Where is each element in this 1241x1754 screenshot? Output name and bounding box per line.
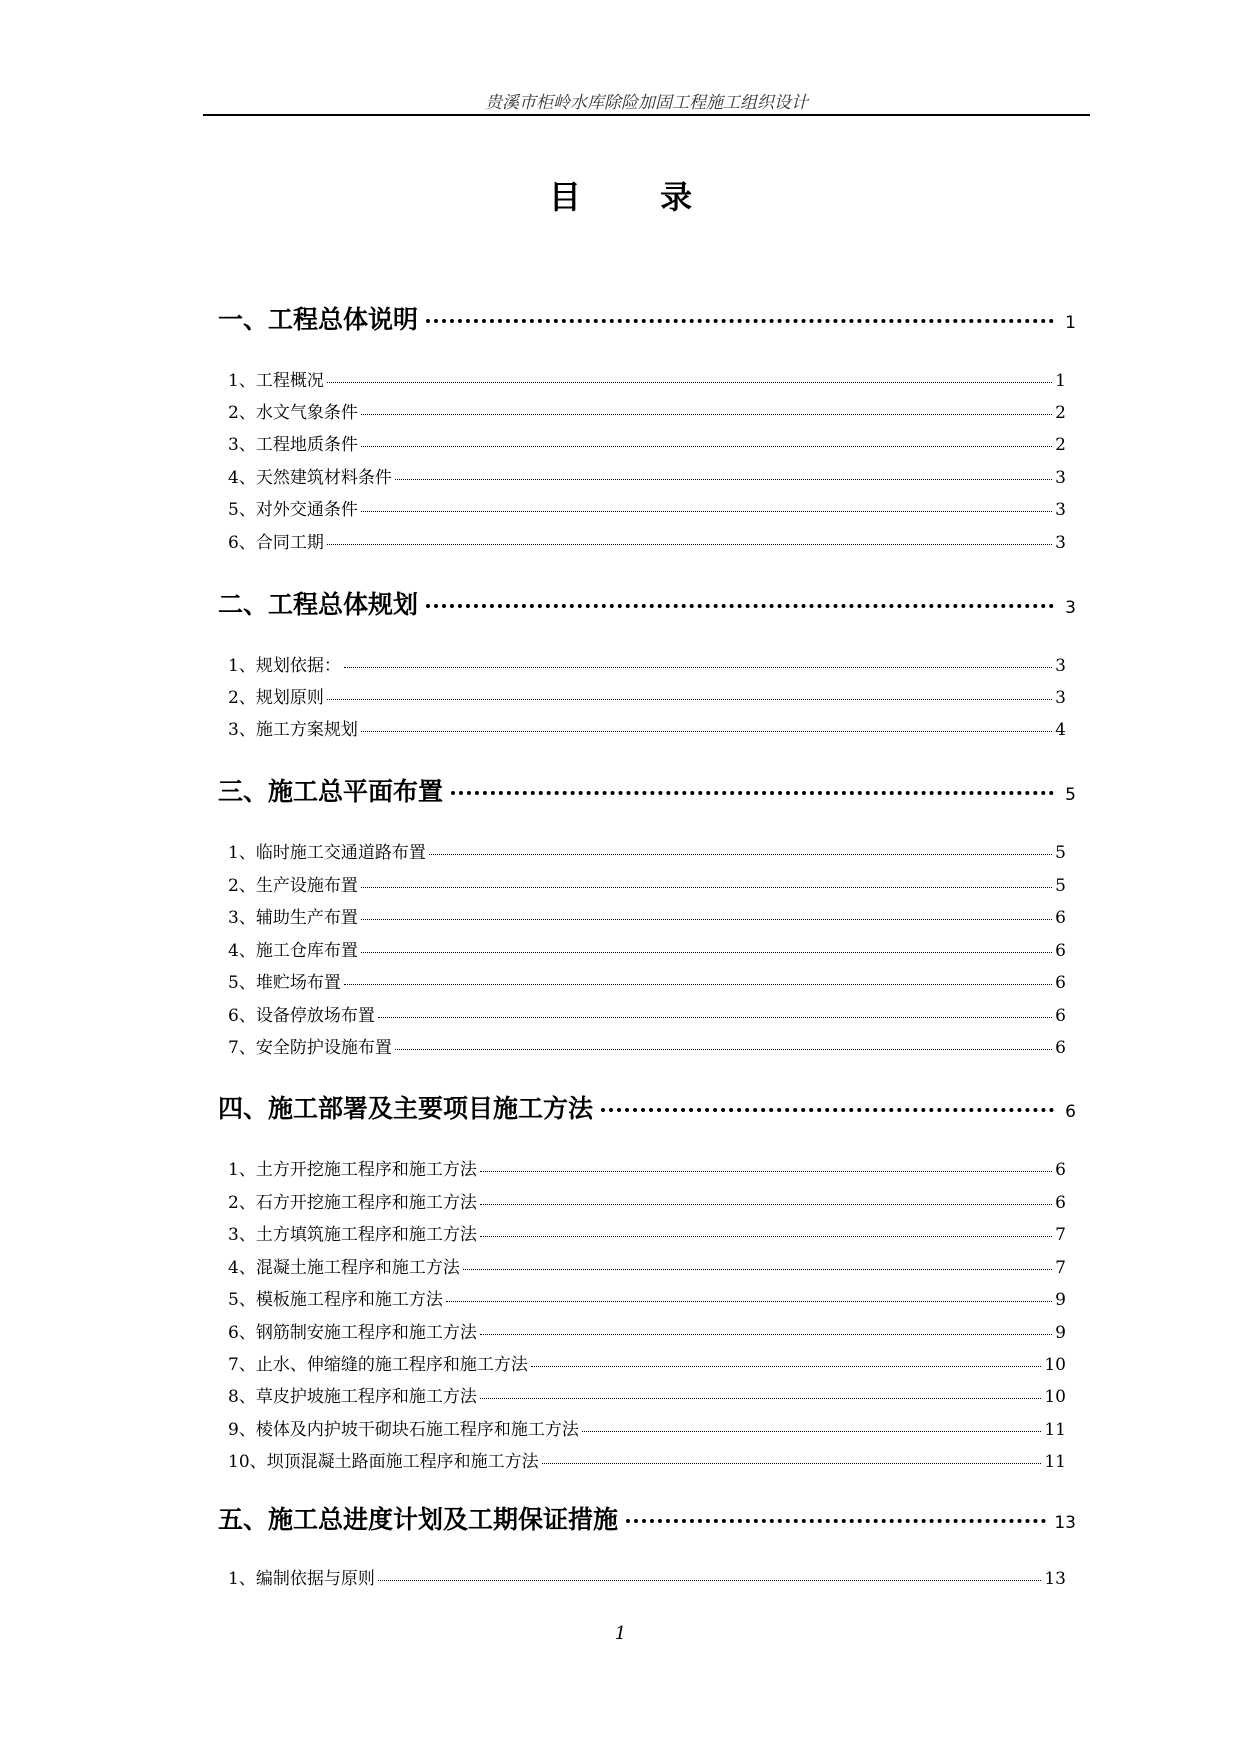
toc-entry[interactable]	[228, 1415, 1066, 1440]
toc-page-number: 5	[1055, 843, 1066, 863]
dot-leader	[451, 791, 1054, 795]
toc-page-number: 3	[1055, 500, 1066, 520]
dot-leader	[463, 1269, 1052, 1270]
toc-section-3[interactable]	[218, 772, 1076, 808]
dot-leader	[361, 731, 1052, 732]
toc-entry-label: 10、坝顶混凝土路面施工程序和施工方法	[228, 1452, 539, 1472]
toc-entry-label: 1、土方开挖施工程序和施工方法	[228, 1160, 477, 1180]
toc-entry[interactable]	[228, 715, 1066, 740]
dot-leader	[361, 414, 1052, 415]
toc-entry-label: 3、工程地质条件	[228, 435, 358, 455]
toc-entry-label: 6、设备停放场布置	[228, 1006, 375, 1026]
toc-entry[interactable]	[228, 1155, 1066, 1180]
toc-page-number: 6	[1055, 1193, 1066, 1213]
toc-entry-label: 7、安全防护设施布置	[228, 1038, 392, 1058]
toc-entry[interactable]	[228, 1220, 1066, 1245]
running-header: 贵溪市柜岭水库除险加固工程施工组织设计	[485, 93, 808, 113]
toc-title-right: 录	[660, 178, 693, 216]
toc-section-title: 四、施工部署及主要项目施工方法	[218, 1094, 594, 1123]
toc-page-number: 3	[1065, 598, 1076, 618]
toc-page-number: 7	[1055, 1225, 1066, 1245]
toc-page-number: 6	[1055, 1006, 1066, 1026]
dot-leader	[626, 1519, 1046, 1523]
toc-page-number: 13	[1054, 1513, 1076, 1533]
dot-leader	[361, 919, 1052, 920]
toc-page-number: 11	[1044, 1452, 1066, 1472]
toc-entry[interactable]	[228, 1564, 1066, 1589]
dot-leader	[378, 1580, 1042, 1581]
toc-entry-label: 5、对外交通条件	[228, 500, 358, 520]
toc-entry[interactable]	[228, 1253, 1066, 1278]
toc-entry[interactable]	[228, 1001, 1066, 1026]
dot-leader	[601, 1108, 1054, 1112]
toc-page-number: 2	[1055, 403, 1066, 423]
dot-leader	[429, 854, 1052, 855]
toc-entry[interactable]	[228, 430, 1066, 455]
toc-entry-label: 1、工程概况	[228, 371, 324, 391]
dot-leader	[446, 1301, 1052, 1302]
toc-entry-label: 6、钢筋制安施工程序和施工方法	[228, 1323, 477, 1343]
toc-entry[interactable]	[228, 366, 1066, 391]
toc-entry[interactable]	[228, 1033, 1066, 1058]
toc-entry-label: 2、生产设施布置	[228, 876, 358, 896]
dot-leader	[344, 984, 1052, 985]
toc-page-number: 3	[1055, 468, 1066, 488]
dot-leader	[480, 1236, 1052, 1237]
toc-page-number: 9	[1055, 1323, 1066, 1343]
toc-entry-label: 5、模板施工程序和施工方法	[228, 1290, 443, 1310]
toc-entry-label: 2、水文气象条件	[228, 403, 358, 423]
toc-section-title: 五、施工总进度计划及工期保证措施	[218, 1505, 619, 1534]
dot-leader	[480, 1398, 1042, 1399]
toc-page-number: 11	[1044, 1420, 1066, 1440]
dot-leader	[480, 1204, 1052, 1205]
toc-page-number: 10	[1044, 1387, 1066, 1407]
toc-title-left: 目	[548, 178, 581, 216]
dot-leader	[395, 479, 1052, 480]
toc-page-number: 6	[1055, 973, 1066, 993]
dot-leader	[531, 1366, 1042, 1367]
toc-section-title: 一、工程总体说明	[218, 305, 419, 334]
toc-entry-label: 2、石方开挖施工程序和施工方法	[228, 1193, 477, 1213]
toc-entry-label: 3、施工方案规划	[228, 720, 358, 740]
toc-entry[interactable]	[228, 398, 1066, 423]
toc-page-number: 1	[1055, 371, 1066, 391]
dot-leader	[395, 1049, 1052, 1050]
toc-page-number: 4	[1055, 720, 1066, 740]
toc-entry[interactable]	[228, 651, 1066, 676]
dot-leader	[378, 1017, 1052, 1018]
toc-entry-label: 4、混凝土施工程序和施工方法	[228, 1258, 460, 1278]
toc-section-2[interactable]	[218, 585, 1076, 621]
toc-entry[interactable]	[228, 936, 1066, 961]
dot-leader	[361, 511, 1052, 512]
toc-section-title: 二、工程总体规划	[218, 590, 419, 619]
toc-section-4[interactable]	[218, 1089, 1076, 1125]
toc-entry[interactable]	[228, 871, 1066, 896]
dot-leader	[582, 1431, 1042, 1432]
toc-entry-label: 4、天然建筑材料条件	[228, 468, 392, 488]
toc-entry-label: 1、编制依据与原则	[228, 1569, 375, 1589]
dot-leader	[480, 1334, 1052, 1335]
dot-leader	[327, 544, 1052, 545]
toc-page-number: 2	[1055, 435, 1066, 455]
toc-entry[interactable]	[228, 968, 1066, 993]
dot-leader	[361, 887, 1052, 888]
toc-entry[interactable]	[228, 1447, 1066, 1472]
toc-entry[interactable]	[228, 838, 1066, 863]
toc-page-number: 6	[1055, 941, 1066, 961]
toc-entry-label: 6、合同工期	[228, 533, 324, 553]
toc-page-number: 6	[1055, 908, 1066, 928]
dot-leader	[344, 667, 1052, 668]
toc-entry[interactable]	[228, 528, 1066, 553]
toc-page-number: 5	[1065, 785, 1076, 805]
toc-entry-label: 8、草皮护坡施工程序和施工方法	[228, 1387, 477, 1407]
toc-page-number: 3	[1055, 688, 1066, 708]
toc-page-number: 3	[1055, 533, 1066, 553]
toc-entry[interactable]	[228, 903, 1066, 928]
dot-leader	[327, 699, 1052, 700]
toc-entry[interactable]	[228, 1382, 1066, 1407]
toc-page-number: 6	[1055, 1038, 1066, 1058]
toc-page-number: 13	[1044, 1569, 1066, 1589]
toc-entry-label: 7、止水、伸缩缝的施工程序和施工方法	[228, 1355, 528, 1375]
dot-leader	[480, 1171, 1052, 1172]
dot-leader	[361, 446, 1052, 447]
toc-entry-label: 3、土方填筑施工程序和施工方法	[228, 1225, 477, 1245]
toc-entry[interactable]	[228, 463, 1066, 488]
dot-leader	[426, 604, 1054, 608]
dot-leader	[327, 382, 1052, 383]
dot-leader	[426, 319, 1054, 323]
toc-entry[interactable]	[228, 1350, 1066, 1375]
toc-section-5[interactable]	[218, 1500, 1076, 1536]
dot-leader	[542, 1463, 1042, 1464]
toc-entry[interactable]	[228, 495, 1066, 520]
page-number: 1	[614, 1623, 627, 1644]
header-rule	[203, 114, 1090, 116]
toc-entry-label: 5、堆贮场布置	[228, 973, 341, 993]
toc-section-1[interactable]	[218, 300, 1076, 336]
toc-page-number: 10	[1044, 1355, 1066, 1375]
toc-entry[interactable]	[228, 1285, 1066, 1310]
toc-page-number: 3	[1055, 656, 1066, 676]
toc-section-title: 三、施工总平面布置	[218, 777, 444, 806]
toc-page-number: 7	[1055, 1258, 1066, 1278]
toc-entry[interactable]	[228, 1188, 1066, 1213]
toc-page-number: 5	[1055, 876, 1066, 896]
toc-page-number: 9	[1055, 1290, 1066, 1310]
toc-page-number: 6	[1055, 1160, 1066, 1180]
toc-entry-label: 4、施工仓库布置	[228, 941, 358, 961]
toc-entry-label: 1、规划依据：	[228, 656, 341, 676]
toc-entry[interactable]	[228, 1318, 1066, 1343]
toc-entry-label: 2、规划原则	[228, 688, 324, 708]
toc-entry[interactable]	[228, 683, 1066, 708]
toc-entry-label: 1、临时施工交通道路布置	[228, 843, 426, 863]
toc-entry-label: 3、辅助生产布置	[228, 908, 358, 928]
dot-leader	[361, 952, 1052, 953]
toc-title	[0, 172, 1241, 218]
toc-page-number: 6	[1065, 1102, 1076, 1122]
toc-page-number: 1	[1065, 313, 1076, 333]
toc-entry-label: 9、棱体及内护坡干砌块石施工程序和施工方法	[228, 1420, 579, 1440]
